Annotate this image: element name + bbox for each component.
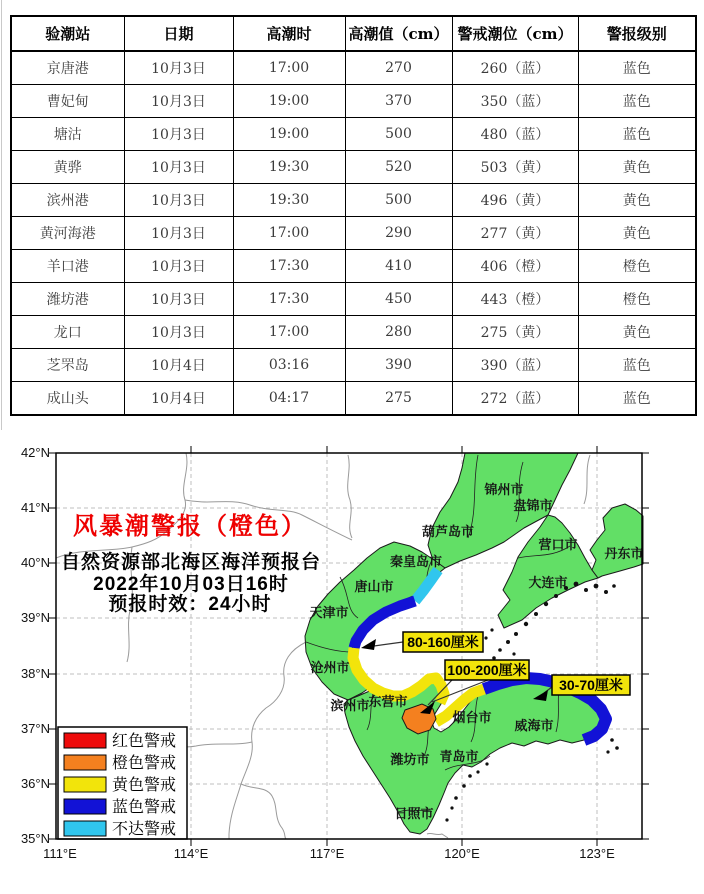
table-row [11,118,696,151]
cell-station: 成山头 [11,382,124,416]
city-label-huludao: 葫芦岛市 [421,524,475,539]
callout-text: 30-70厘米 [559,677,623,693]
cell-date: 10月3日 [124,250,233,283]
cell-time: 17:30 [233,250,345,283]
cell-level: 蓝色 [578,382,696,416]
cell-date: 10月3日 [124,316,233,349]
cell-high: 500 [345,118,452,151]
legend-label-cyan: 不达警戒 [112,821,177,838]
lat-label: 38°N [20,666,50,681]
map-legend [58,727,187,839]
tide-warning-table [10,15,697,416]
legend-label-orange: 橙色警戒 [112,755,177,772]
col-header-warn: 警戒潮位（cm） [452,16,578,51]
city-label-jinzhou: 锦州市 [484,482,524,497]
cell-high: 410 [345,250,452,283]
cell-station: 黄骅 [11,151,124,184]
cell-date: 10月3日 [124,85,233,118]
col-header-high: 高潮值（cm） [345,16,452,51]
cell-high: 280 [345,316,452,349]
lat-label: 39°N [20,610,50,625]
cell-warn: 503（黄） [452,151,578,184]
cell-level: 黄色 [578,184,696,217]
cell-station: 芝罘岛 [11,349,124,382]
callout-text: 100-200厘米 [447,662,527,678]
city-label-yantai: 烟台市 [452,710,492,725]
lon-label: 111°E [43,846,77,861]
city-label-dandong: 丹东市 [604,546,644,561]
cell-time: 17:30 [233,283,345,316]
table-row [11,151,696,184]
cell-high: 290 [345,217,452,250]
table-row [11,51,696,85]
callout-text: 80-160厘米 [407,634,479,650]
legend-swatch-red [64,733,106,748]
city-label-panjin: 盘锦市 [513,498,553,513]
map-title: 风暴潮警报（橙色） [73,513,307,540]
cell-level: 蓝色 [578,118,696,151]
cell-station: 黄河海港 [11,217,124,250]
lat-label: 36°N [20,776,50,791]
table-row [11,382,696,416]
col-header-time: 高潮时 [233,16,345,51]
cell-time: 19:00 [233,85,345,118]
table-row [11,349,696,382]
cell-level: 蓝色 [578,349,696,382]
cell-high: 370 [345,85,452,118]
cell-high: 390 [345,349,452,382]
callout-80-160 [361,632,483,652]
city-label-dalian: 大连市 [528,575,568,590]
lon-label: 123°E [579,846,615,861]
table-row [11,250,696,283]
cell-date: 10月3日 [124,51,233,85]
cell-date: 10月3日 [124,184,233,217]
lat-label: 42°N [20,445,50,460]
map-issue-time: 2022年10月03日16时 [93,574,289,595]
arrowhead [361,639,376,650]
cell-warn: 443（橙） [452,283,578,316]
lat-label: 40°N [20,555,50,570]
table-row [11,184,696,217]
cell-time: 19:30 [233,151,345,184]
cell-date: 10月3日 [124,283,233,316]
cell-level: 黄色 [578,316,696,349]
cell-time: 03:16 [233,349,345,382]
city-label-qingdao: 青岛市 [439,749,479,764]
cell-time: 17:00 [233,217,345,250]
map-issuer: 自然资源部北海区海洋预报台 [60,552,322,573]
cell-time: 17:00 [233,316,345,349]
legend-label-yellow: 黄色警戒 [112,777,177,794]
city-label-tangshan: 唐山市 [354,579,394,594]
cell-level: 蓝色 [578,85,696,118]
lon-label: 120°E [444,846,480,861]
legend-swatch-yellow [64,777,106,792]
legend-swatch-blue [64,799,106,814]
city-label-rizhao: 日照市 [394,806,434,821]
page-edge-line [1,0,2,430]
cell-time: 04:17 [233,382,345,416]
cell-station: 京唐港 [11,51,124,85]
cell-time: 19:30 [233,184,345,217]
cell-warn: 275（黄） [452,316,578,349]
cell-date: 10月3日 [124,217,233,250]
table-header-row [11,16,696,51]
cell-warn: 480（蓝） [452,118,578,151]
city-label-weifang: 潍坊市 [390,752,430,767]
cell-warn: 406（橙） [452,250,578,283]
cell-level: 黄色 [578,151,696,184]
legend-label-blue: 蓝色警戒 [112,799,177,816]
col-header-date: 日期 [124,16,233,51]
city-label-qinhuangdao: 秦皇岛市 [389,554,443,569]
col-header-station: 验潮站 [11,16,124,51]
cell-time: 19:00 [233,118,345,151]
cell-station: 塘沽 [11,118,124,151]
lon-label: 117°E [309,846,345,861]
lat-label: 41°N [20,500,50,515]
cell-station: 曹妃甸 [11,85,124,118]
table-row [11,283,696,316]
cell-warn: 260（蓝） [452,51,578,85]
legend-swatch-cyan [64,821,106,836]
cell-warn: 350（蓝） [452,85,578,118]
table-row [11,217,696,250]
cell-warn: 496（黄） [452,184,578,217]
city-label-cangzhou: 沧州市 [310,660,350,675]
table-row [11,85,696,118]
table-row [11,316,696,349]
cell-high: 450 [345,283,452,316]
cell-station: 滨州港 [11,184,124,217]
city-label-yingkou: 营口市 [538,537,578,552]
cell-level: 橙色 [578,250,696,283]
cell-date: 10月4日 [124,382,233,416]
cell-warn: 277（黄） [452,217,578,250]
cell-station: 龙口 [11,316,124,349]
cell-warn: 390（蓝） [452,349,578,382]
lon-label: 114°E [173,846,209,861]
col-header-level: 警报级别 [578,16,696,51]
cell-level: 橙色 [578,283,696,316]
map-validity: 预报时效：24小时 [108,594,272,615]
cell-station: 潍坊港 [11,283,124,316]
city-label-binzhou: 滨州市 [330,698,370,713]
city-label-tianjin: 天津市 [309,605,349,620]
cell-time: 17:00 [233,51,345,85]
cell-date: 10月4日 [124,349,233,382]
cell-high: 500 [345,184,452,217]
cell-high: 275 [345,382,452,416]
cell-high: 520 [345,151,452,184]
storm-surge-map [0,430,704,894]
legend-swatch-orange [64,755,106,770]
cell-level: 蓝色 [578,51,696,85]
cell-level: 黄色 [578,217,696,250]
lat-label: 35°N [20,831,50,846]
cell-warn: 272（蓝） [452,382,578,416]
cell-date: 10月3日 [124,151,233,184]
lat-label: 37°N [20,721,50,736]
cell-date: 10月3日 [124,118,233,151]
legend-label-red: 红色警戒 [112,733,177,750]
cell-station: 羊口港 [11,250,124,283]
city-label-dongying: 东营市 [368,694,408,709]
land-dandong [590,504,643,578]
cell-high: 270 [345,51,452,85]
city-label-weihai: 威海市 [514,718,554,733]
